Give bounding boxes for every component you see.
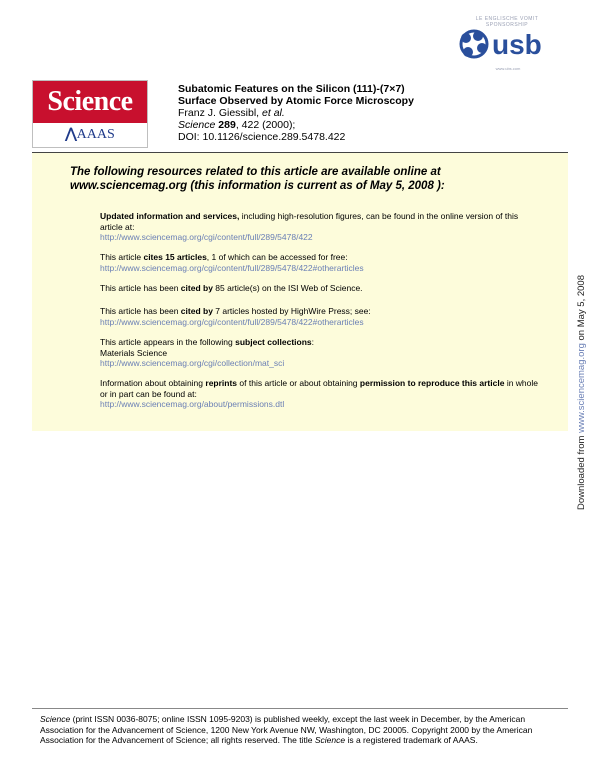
footer-journal: Science [40, 714, 71, 724]
collections-pre: This article appears in the following [100, 337, 236, 347]
footer-text2: is a registered trademark of AAAS. [345, 735, 478, 745]
article-header [178, 83, 538, 143]
highwire-text: 7 articles hosted by HighWire Press; see: [212, 306, 371, 316]
updated-link[interactable]: http://www.sciencemag.org/cgi/content/full/289/5478/422 [100, 232, 313, 242]
download-link[interactable]: www.sciencemag.org [576, 343, 587, 433]
article-title-line2: Surface Observed by Atomic Force Microscopy [178, 95, 414, 107]
science-logo[interactable] [32, 80, 148, 148]
isi-text: 85 article(s) on the ISI Web of Science. [212, 283, 363, 293]
footer-notice [40, 714, 560, 746]
article-title-line1: Subatomic Features on the Silicon (111)-(7×7) [178, 83, 405, 95]
footer-journal2: Science [314, 735, 346, 745]
usb-logo-text: usb [492, 29, 542, 60]
authors-text: Franz J. Giessibl, [178, 107, 263, 119]
highwire-paragraph [100, 306, 540, 327]
et-al: et al. [262, 107, 285, 119]
cites-text: , 1 of which can be accessed for free: [206, 252, 348, 262]
cites-link[interactable]: http://www.sciencemag.org/cgi/content/full/289/5478/422#otherarticles [100, 262, 364, 273]
usb-globe-icon [461, 31, 487, 57]
isi-bold: cited by [180, 283, 213, 293]
footer-text1: (print ISSN 0036-8075; online ISSN 1095-9203) is published weekly, except the last week in December, by the American Association for the Advancement of Science, 1200 New York Avenue NW, Washington, DC 20005. Copyright 2000 by the American Association for the Advancement of Science; all rights reserved. The title [40, 714, 533, 745]
citation-pages: , 422 (2000); [235, 119, 296, 131]
reprints-bold1: reprints [205, 378, 238, 388]
article-citation [178, 119, 538, 131]
collections-link[interactable]: http://www.sciencemag.org/cgi/collection/mat_sci [100, 358, 285, 368]
download-pre: Downloaded from [576, 432, 587, 510]
aaas-text: AAAS [76, 127, 115, 142]
collections-paragraph [100, 337, 540, 369]
reprints-link[interactable]: http://www.sciencemag.org/about/permissions.dtl [100, 399, 285, 409]
aaas-logo [33, 123, 147, 147]
resources-heading-line1: The following resources related to this article are available online at [70, 166, 441, 178]
collections-subject: Materials Science [100, 347, 168, 358]
resources-heading-line2: www.sciencemag.org (this information is current as of May 5, 2008 ): [70, 180, 445, 192]
resources-heading [70, 165, 550, 193]
science-wordmark: Science [33, 81, 147, 123]
article-authors [178, 107, 538, 119]
reprints-mid: of this article or about obtaining [237, 378, 360, 388]
isi-pre: This article has been [100, 283, 181, 293]
citation-volume: 289 [218, 119, 236, 131]
citation-journal: Science [178, 119, 216, 131]
sponsor-tagline: LE ENGLISCHE VOMIT SPONSORSHIP [475, 16, 539, 28]
collections-bold: subject collections [235, 337, 312, 347]
isi-paragraph [100, 283, 540, 294]
updated-bold: Updated information and services, [100, 211, 240, 221]
article-doi: DOI: 10.1126/science.289.5478.422 [178, 131, 346, 143]
updated-text: including high-resolution figures, can be found in the online version of this article at: [100, 211, 519, 232]
reprints-pre: Information about obtaining [100, 378, 206, 388]
highwire-bold: cited by [180, 306, 213, 316]
highwire-pre: This article has been [100, 306, 181, 316]
resources-box [32, 152, 568, 431]
collections-text: : [311, 337, 315, 347]
updated-info-paragraph [100, 211, 540, 243]
reprints-text: in whole or in part can be found at: [100, 378, 539, 399]
cites-bold: cites 15 articles [143, 252, 207, 262]
highwire-link[interactable]: http://www.sciencemag.org/cgi/content/full/289/5478/422#otherarticles [100, 316, 364, 327]
aaas-mark-icon: ⋀ [65, 127, 77, 142]
sponsor-url[interactable]: www.ubs.com [495, 66, 521, 71]
download-post: on May 5, 2008 [576, 274, 587, 344]
reprints-bold2: permission to reproduce this article [359, 378, 505, 388]
reprints-paragraph [100, 378, 540, 410]
cites-paragraph [100, 252, 540, 273]
download-strip [576, 275, 587, 510]
cites-pre: This article [100, 252, 144, 262]
footer-divider [32, 708, 568, 709]
